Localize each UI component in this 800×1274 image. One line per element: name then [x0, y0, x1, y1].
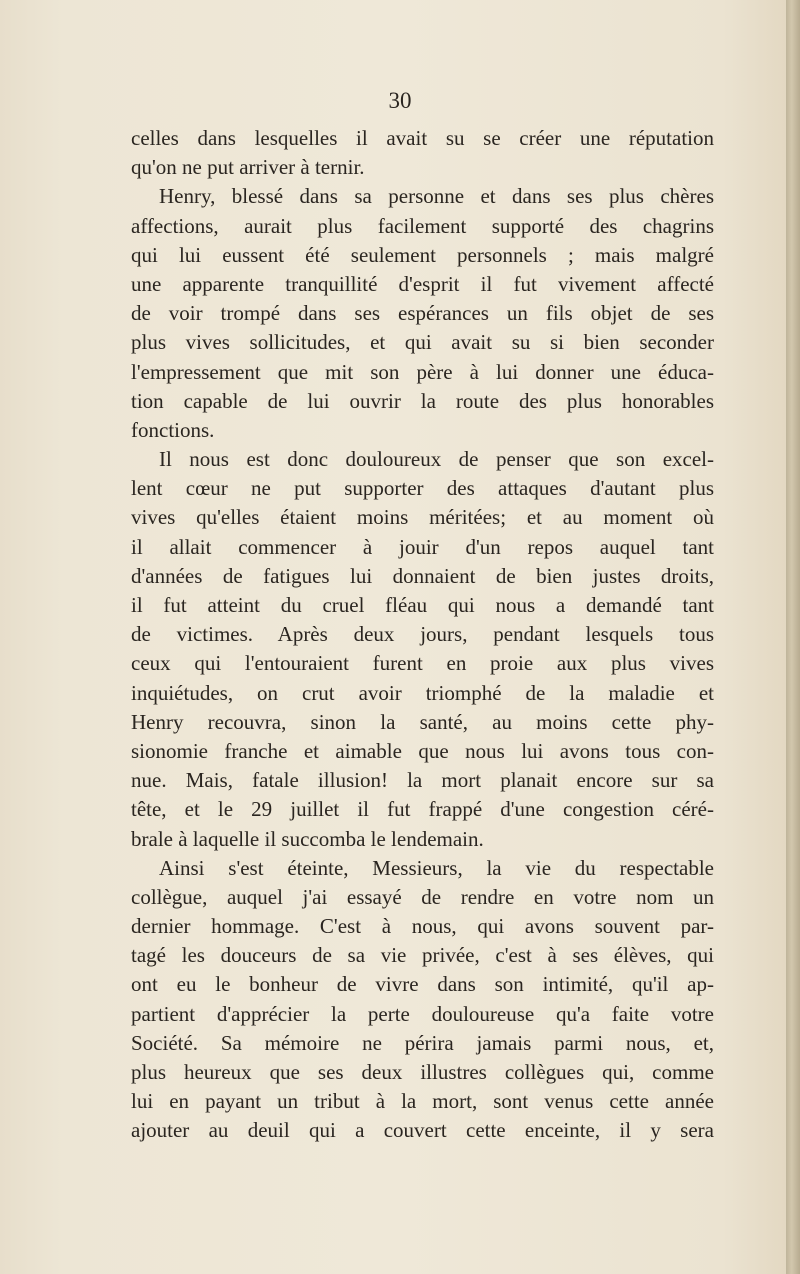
text-line: fonctions.	[131, 417, 215, 442]
text-line: de voir trompé dans ses espérances un fils objet de ses	[131, 301, 714, 326]
text-line: partient d'apprécier la perte douloureuse qu'a faite votre	[131, 1001, 714, 1026]
text-line: sionomie franche et aimable que nous lui avons tous con-	[131, 738, 714, 763]
text-line: vives qu'elles étaient moins méritées; et au moment où	[131, 505, 714, 530]
text-line: d'années de fatigues lui donnaient de bien justes droits,	[131, 563, 714, 588]
page-number: 30	[388, 88, 412, 113]
text-line: Il nous est donc douloureux de penser que son excel-	[159, 447, 714, 472]
text-line: il fut atteint du cruel fléau qui nous a demandé tant	[131, 593, 714, 617]
text-line: lui en payant un tribut à la mort, sont venus cette année	[131, 1089, 714, 1114]
text-line: tion capable de lui ouvrir la route des plus honorables	[131, 388, 714, 413]
page-edge	[786, 0, 800, 1274]
text-line: plus heureux que ses deux illustres collègues qui, comme	[131, 1060, 714, 1084]
text-line: qui lui eussent été seulement personnels ; mais malgré	[131, 242, 714, 267]
text-line: il allait commencer à jouir d'un repos auquel tant	[131, 534, 714, 559]
text-line: collègue, auquel j'ai essayé de rendre en votre nom un	[131, 884, 714, 909]
text-line: nue. Mais, fatale illusion! la mort planait encore sur sa	[131, 768, 714, 793]
text-line: l'empressement que mit son père à lui donner une éduca-	[131, 359, 714, 384]
text-line: Société. Sa mémoire ne périra jamais parmi nous, et,	[131, 1030, 714, 1055]
text-line: tête, et le 29 juillet il fut frappé d'une congestion céré-	[131, 797, 714, 822]
text-line: Ainsi s'est éteinte, Messieurs, la vie du respectable	[159, 855, 714, 880]
text-line: affections, aurait plus facilement supporté des chagrins	[131, 213, 714, 238]
text-line: ceux qui l'entouraient furent en proie aux plus vives	[131, 651, 714, 676]
text-line: dernier hommage. C'est à nous, qui avons souvent par-	[131, 914, 714, 939]
text-line: une apparente tranquillité d'esprit il fut vivement affecté	[131, 271, 714, 296]
text-line: ont eu le bonheur de vivre dans son intimité, qu'il ap-	[131, 972, 714, 997]
text-line: inquiétudes, on crut avoir triomphé de la maladie et	[131, 680, 714, 705]
body-text	[131, 124, 714, 1146]
text-line: de victimes. Après deux jours, pendant lesquels tous	[131, 622, 714, 647]
text-line: plus vives sollicitudes, et qui avait su si bien seconder	[131, 330, 714, 355]
text-line: Henry, blessé dans sa personne et dans ses plus chères	[159, 184, 714, 209]
text-line: qu'on ne put arriver à ternir.	[131, 155, 365, 180]
text-line: Henry recouvra, sinon la santé, au moins cette phy-	[131, 709, 714, 734]
text-line: ajouter au deuil qui a couvert cette enceinte, il y sera	[131, 1118, 714, 1143]
text-line: celles dans lesquelles il avait su se créer une réputation	[131, 126, 714, 150]
text-line: lent cœur ne put supporter des attaques d'autant plus	[131, 476, 714, 501]
text-line: tagé les douceurs de sa vie privée, c'est à ses élèves, qui	[131, 943, 714, 968]
text-line: brale à laquelle il succomba le lendemain.	[131, 826, 484, 851]
